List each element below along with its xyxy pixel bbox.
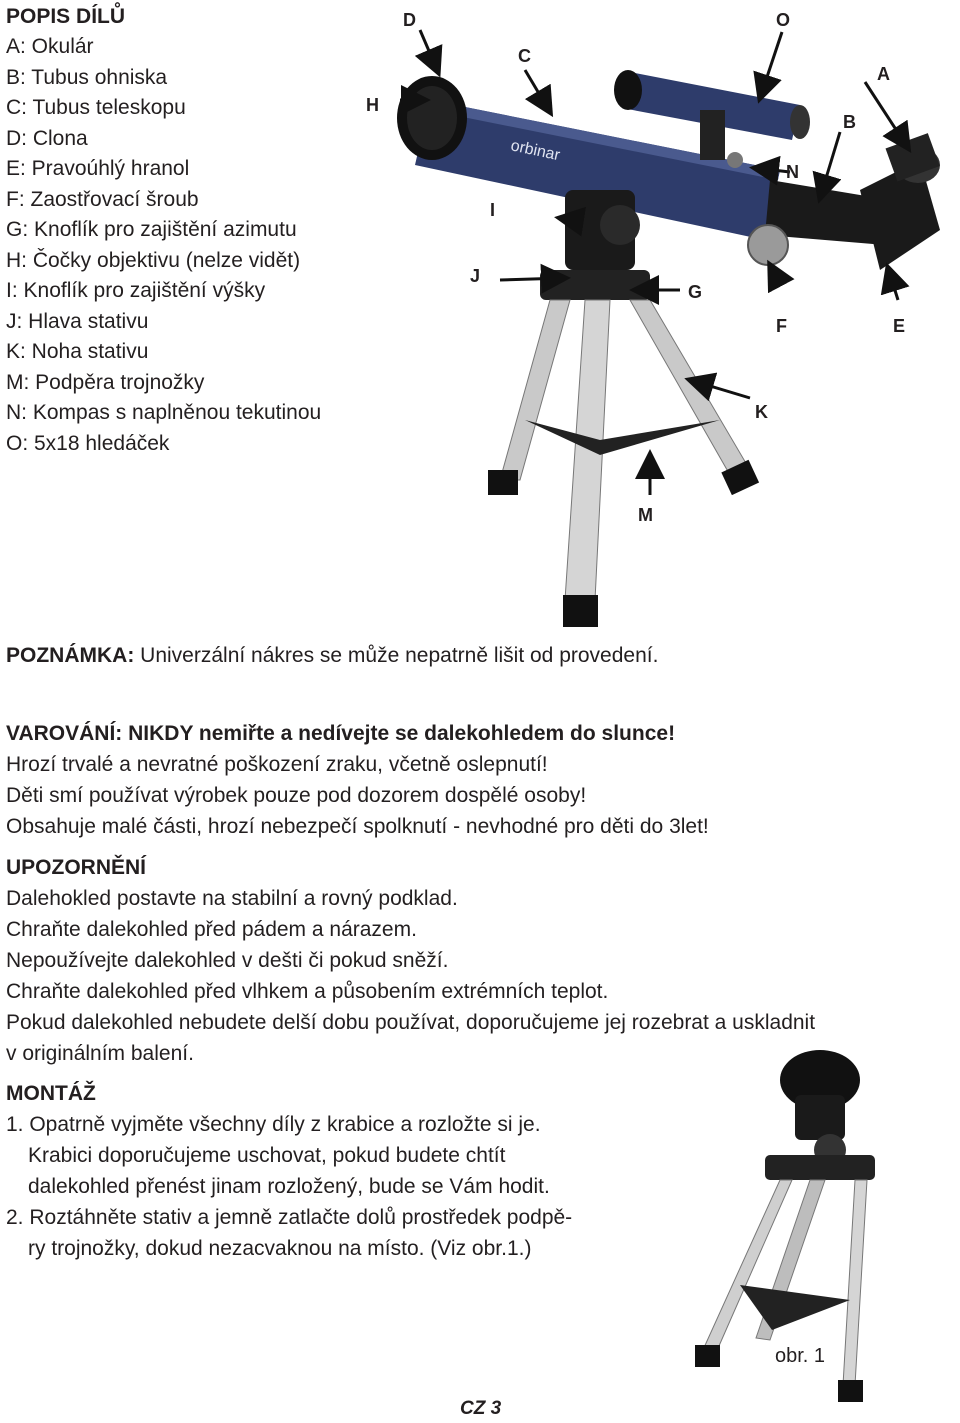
list-item: N: Kompas s naplněnou tekutinou [6, 401, 322, 424]
assembly-step: dalekohled přenést jinam rozložený, bude se Vám hodit. [28, 1175, 550, 1198]
label-e: E [893, 316, 906, 336]
caution-line: Chraňte dalekohled před pádem a nárazem. [6, 918, 417, 941]
list-item: I: Knoflík pro zajištění výšky [6, 279, 266, 302]
list-item: D: Clona [6, 126, 88, 150]
caution-line: Chraňte dalekohled před vlhkem a působením extrémních teplot. [6, 980, 609, 1003]
tripod-head [540, 190, 650, 300]
label-b: B [843, 112, 856, 132]
list-item: E: Pravoúhlý hranol [6, 157, 190, 180]
label-i: I [490, 200, 496, 220]
caution-block [6, 852, 815, 1069]
label-m: M [638, 505, 653, 525]
warning-block [6, 718, 709, 842]
warning-title: VAROVÁNÍ: NIKDY nemiřte a nedívejte se dalekohledem do slunce! [6, 722, 676, 745]
caution-title: UPOZORNĚNÍ [6, 856, 147, 879]
note-text: Univerzální nákres se může nepatrně lišit od provedení. [134, 644, 659, 667]
caution-line: Pokud dalekohled nebudete delší dobu používat, doporučujeme jej rozebrat a uskladnit [6, 1011, 816, 1034]
telescope-diagram [360, 0, 960, 640]
list-item: H: Čočky objektivu (nelze vidět) [6, 248, 301, 272]
assembly-step: ry trojnožky, dokud nezacvaknou na místo. (Viz obr.1.) [28, 1237, 532, 1260]
caution-line: v originálním balení. [6, 1042, 194, 1065]
note-line [6, 644, 658, 668]
tripod-legs [488, 300, 759, 627]
assembly-step: 1. Opatrně vyjměte všechny díly z krabice a rozložte si je. [6, 1113, 541, 1136]
brand-logo: orbinar [509, 137, 562, 165]
label-n: N [786, 162, 799, 182]
figure-caption: obr. 1 [775, 1345, 826, 1367]
page-number: CZ 3 [460, 1398, 502, 1419]
list-item: K: Noha stativu [6, 340, 149, 363]
assembly-step: Krabici doporučujeme uschovat, pokud budete chtít [28, 1144, 506, 1167]
assembly-title: MONTÁŽ [6, 1082, 96, 1105]
warning-line: Děti smí používat výrobek pouze pod dozorem dospělé osoby! [6, 784, 587, 807]
note-label: POZNÁMKA: [6, 644, 135, 667]
list-item: A: Okulár [6, 35, 94, 58]
list-item: G: Knoflík pro zajištění azimutu [6, 218, 297, 241]
parts-list [6, 32, 321, 459]
label-c: C [518, 46, 531, 66]
label-a: A [877, 64, 890, 84]
warning-line: Obsahuje malé části, hrozí nebezpečí spolknutí - nevhodné pro děti do 3let! [6, 815, 709, 838]
list-item: J: Hlava stativu [6, 309, 149, 333]
label-g: G [688, 282, 703, 302]
list-item: O: 5x18 hledáček [6, 431, 170, 455]
assembly-block [6, 1078, 572, 1264]
parts-title: POPIS DÍLŮ [6, 5, 126, 28]
label-j: J [470, 266, 481, 286]
assembly-step: 2. Roztáhněte stativ a jemně zatlačte dolů prostředek podpě- [6, 1206, 573, 1229]
label-d: D [403, 10, 416, 30]
list-item: F: Zaostřovací šroub [6, 187, 199, 211]
caution-line: Dalehokled postavte na stabilní a rovný podklad. [6, 887, 458, 910]
warning-line: Hrozí trvalé a nevratné poškození zraku, včetně oslepnutí! [6, 753, 548, 776]
list-item: C: Tubus teleskopu [6, 96, 186, 119]
label-k: K [755, 402, 768, 422]
label-o: O [776, 10, 791, 30]
list-item: B: Tubus ohniska [6, 65, 168, 89]
caution-line: Nepoužívejte dalekohled v dešti či pokud sněží. [6, 949, 449, 972]
label-f: F [776, 316, 787, 336]
label-h: H [366, 95, 379, 115]
list-item: M: Podpěra trojnožky [6, 370, 205, 394]
